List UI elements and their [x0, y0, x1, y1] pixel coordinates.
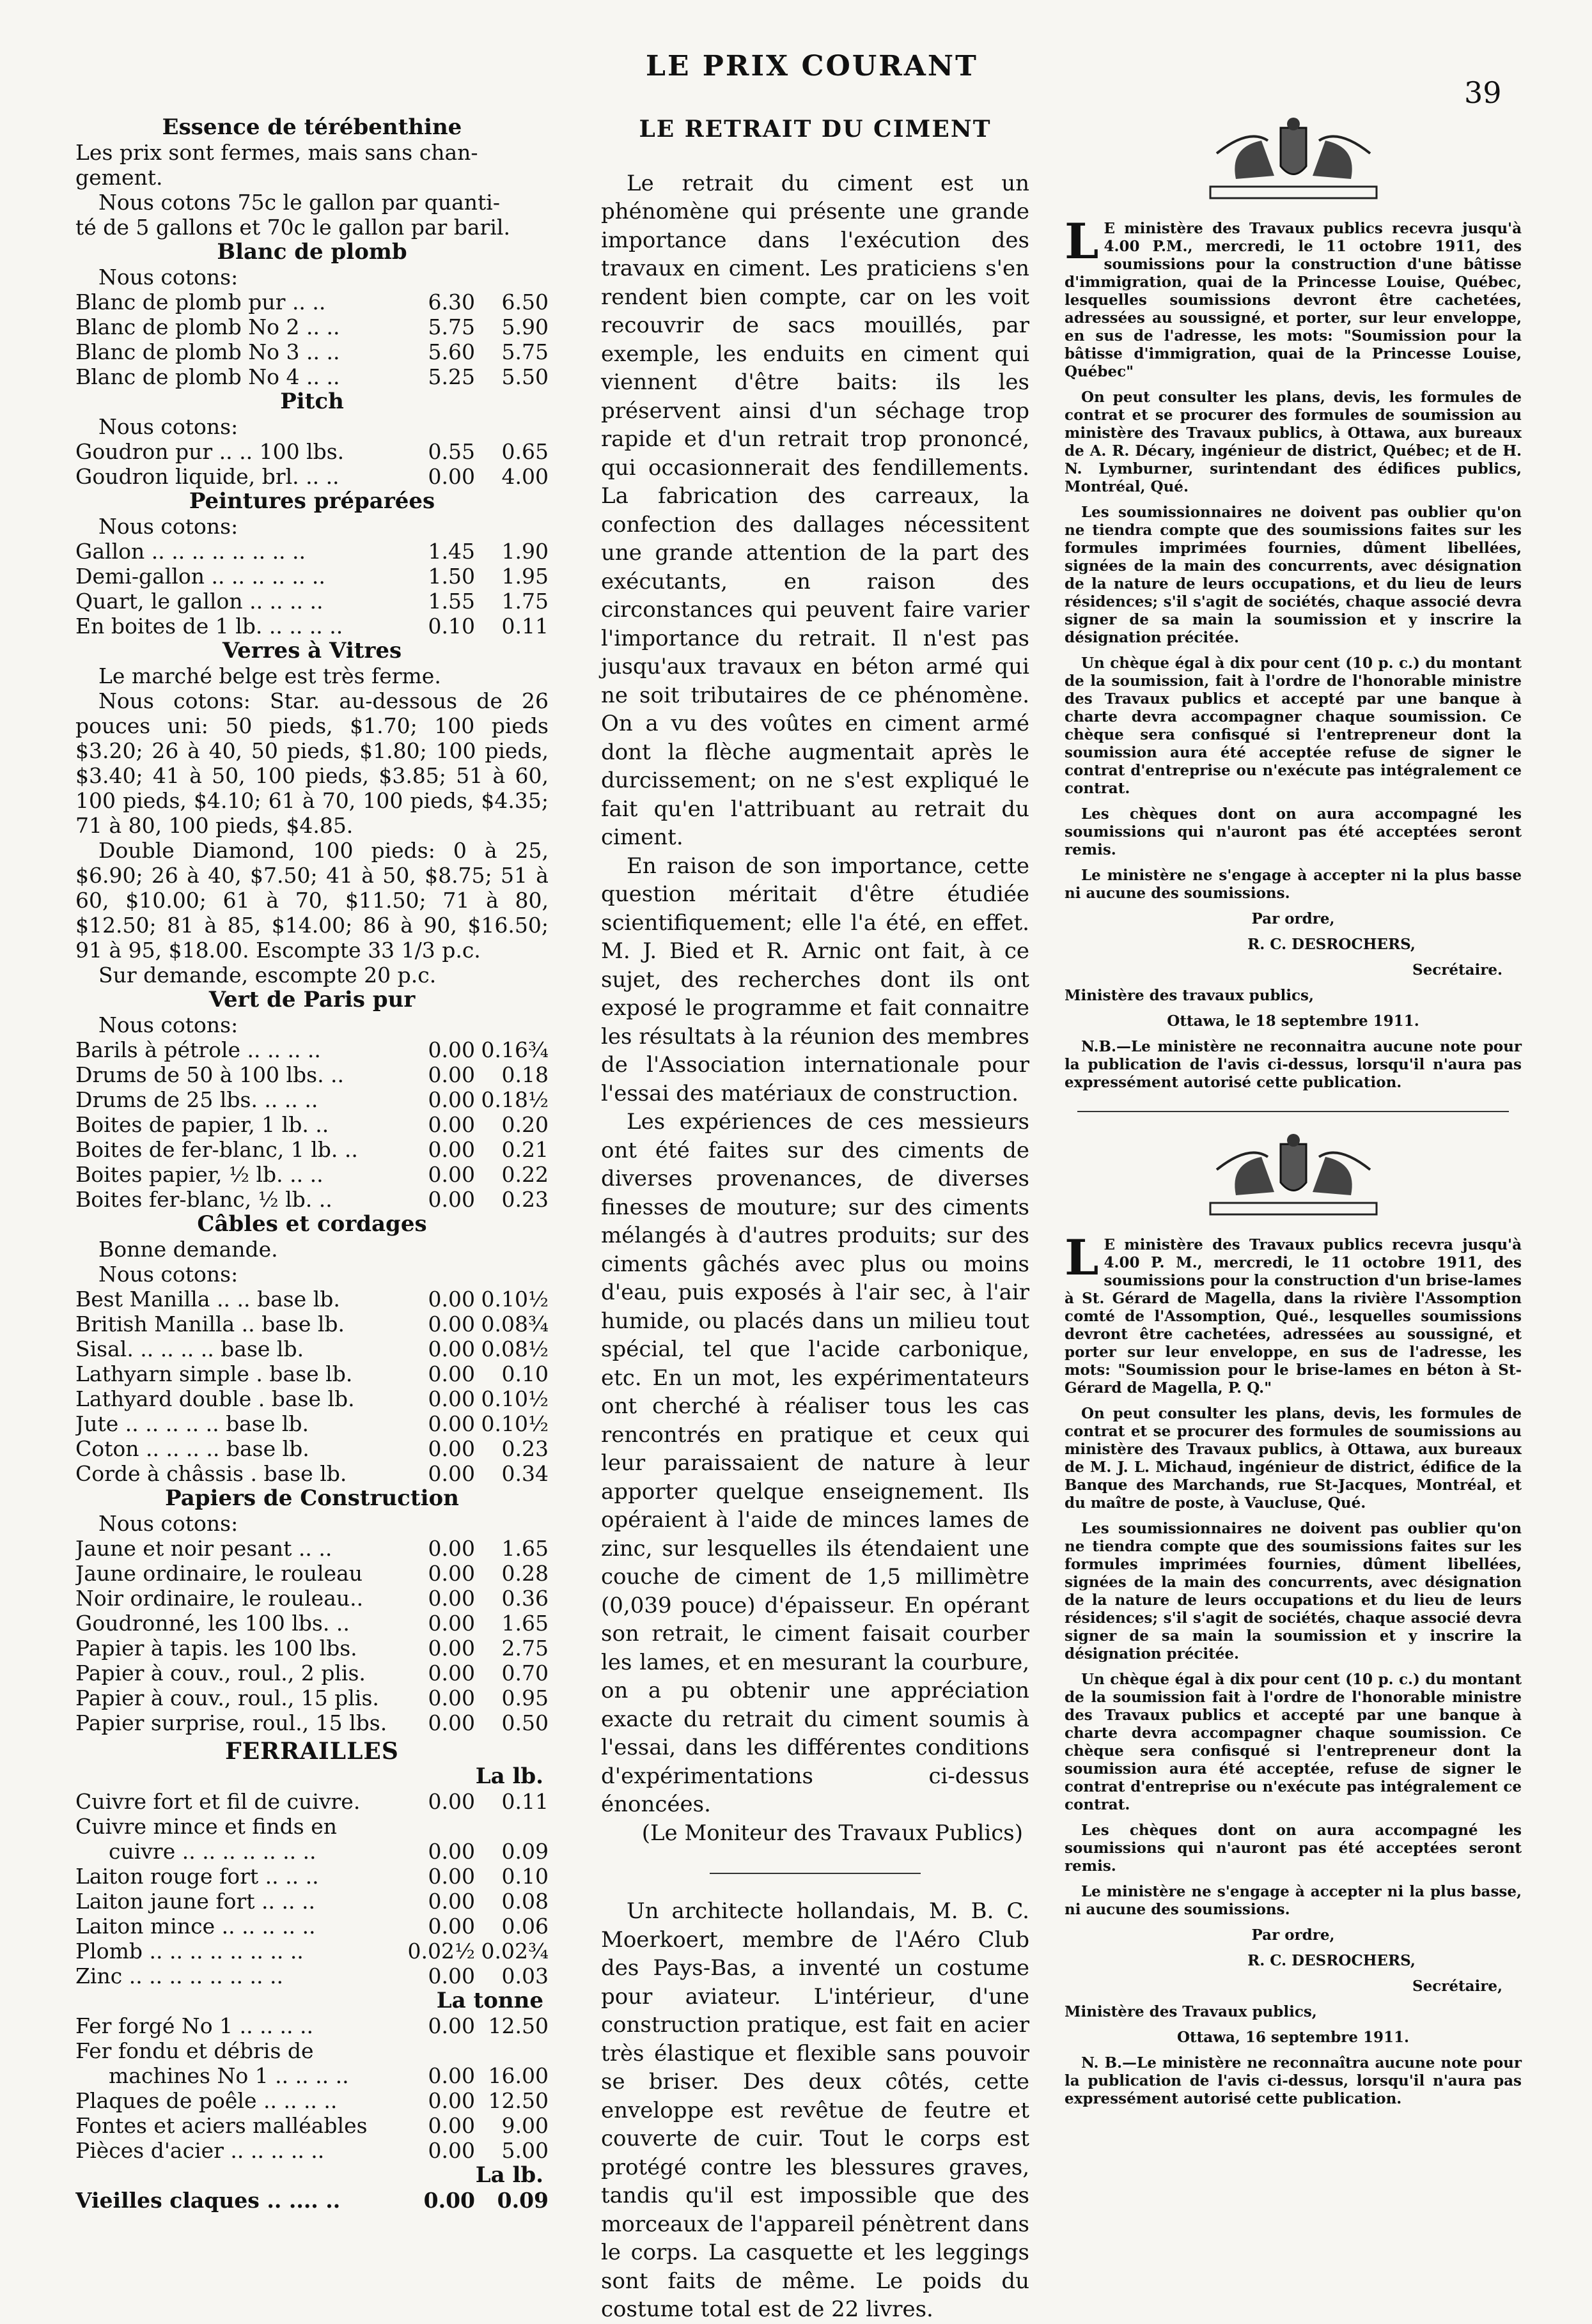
price-min: 0.00	[428, 1411, 475, 1436]
price-max: 2.75	[501, 1636, 549, 1661]
price-row	[75, 1411, 549, 1436]
section-title: Câbles et cordages	[197, 1211, 427, 1237]
price-min: 0.00	[428, 1112, 475, 1137]
item-label: Papier à tapis. les 100 lbs.	[75, 1636, 357, 1661]
price-row	[75, 2188, 549, 2213]
section-blanc-de-plomb	[75, 240, 549, 389]
price-min: 0.00	[428, 1137, 475, 1162]
price-min: 0.00	[428, 2063, 475, 2088]
price-rows	[75, 1037, 549, 1212]
article-paragraph: Les expériences de ces messieurs ont été faites sur des ciments de diverses provenances, de diverses finesses de mouture; sur des ciments mélangés à d'autres produits; sur des ciments gâchés avec plus ou moins d'eau, puis exposés à l'air sec, à l'air humide, ou placés dans un milieu tout spécial, tel que l'acide carbonique, etc. En un mot, les expérimentateurs ont cherché à réaliser tous les cas rencontrés en pratique et ceux qui leur paraissaient de nature à leur apporter quelque enseignement. Ils opéraient à l'aide de minces lames de zinc, sur lesquelles ils étendaient une couche de ciment de 1,5 millimètre (0,039 pouce) d'épaisseur. En opérant son retrait, le ciment faisait courber les lames, et en mesurant la courbure, on a pu obtenir une appréciation exacte du retrait du ciment soumis à l'essai, dans les différentes conditions d'expérimentations ci-dessus énoncées.	[601, 1109, 1029, 1817]
text-line: gement.	[75, 165, 163, 190]
item-label: Best Manilla .. .. base lb.	[75, 1287, 340, 1312]
price-min: 0.00	[428, 1586, 475, 1611]
price-max: 0.08½	[481, 1336, 549, 1361]
price-min: 0.00	[428, 1789, 475, 1814]
price-max: 0.22	[501, 1162, 549, 1187]
section-intro: Nous cotons:	[98, 514, 238, 539]
price-min: 0.00	[428, 2088, 475, 2113]
coat-of-arms-icon	[1191, 115, 1396, 205]
item-label: Coton .. .. .. .. base lb.	[75, 1436, 309, 1461]
item-label: Gallon .. .. .. .. .. .. .. ..	[75, 539, 306, 564]
price-min: 0.00	[428, 1839, 475, 1864]
price-row	[75, 2013, 549, 2038]
price-row	[75, 314, 549, 339]
price-max: 0.18	[501, 1062, 549, 1087]
item-label: Blanc de plomb No 3 .. ..	[75, 339, 340, 364]
section-intro: Nous cotons:	[98, 265, 238, 290]
text-line: Sur demande, escompte 20 p.c.	[98, 963, 437, 988]
price-row	[75, 1062, 549, 1087]
section-intro: Nous cotons:	[98, 1012, 238, 1037]
price-row	[75, 364, 549, 389]
price-max: 0.23	[501, 1187, 549, 1212]
price-min: 0.00	[428, 1087, 475, 1112]
article-column	[601, 115, 1029, 2324]
price-row	[75, 1814, 549, 1839]
price-min: 1.50	[428, 564, 475, 589]
price-row	[75, 2138, 549, 2163]
price-row	[75, 290, 549, 314]
price-row	[75, 1436, 549, 1461]
price-max: 0.21	[501, 1137, 549, 1162]
price-max: 0.02¾	[481, 1939, 549, 1964]
price-max: 0.65	[501, 439, 549, 464]
price-rows	[75, 1287, 549, 1486]
price-min: 0.00	[428, 1361, 475, 1386]
item-label: Papier à couv., roul., 2 plis.	[75, 1661, 366, 1685]
price-max: 0.06	[501, 1914, 549, 1939]
item-label: Laiton mince .. .. .. .. ..	[75, 1914, 316, 1939]
price-row	[75, 564, 549, 589]
section-title: Peintures préparées	[189, 488, 435, 514]
drop-cap: L	[1065, 213, 1099, 270]
notice-order: Par ordre,	[1251, 1926, 1335, 1944]
item-label: Blanc de plomb pur .. ..	[75, 290, 326, 314]
item-label: Lathyard double . base lb.	[75, 1386, 355, 1411]
item-label: Barils à pétrole .. .. .. ..	[75, 1037, 321, 1062]
price-min: 0.00	[428, 1864, 475, 1889]
price-row	[75, 1939, 549, 1964]
price-max: 0.11	[501, 614, 549, 639]
price-max: 0.36	[501, 1586, 549, 1611]
item-label: Laiton rouge fort .. .. ..	[75, 1864, 319, 1889]
tender-notice	[1065, 1131, 1522, 2108]
notice-role: Secrétaire,	[1412, 1978, 1502, 1995]
price-row	[75, 1661, 549, 1685]
item-label: Plomb .. .. .. .. .. .. .. ..	[75, 1939, 304, 1964]
section-terebenthine	[75, 115, 549, 240]
price-row	[75, 1312, 549, 1336]
price-max: 4.00	[501, 464, 549, 489]
price-max: 0.20	[501, 1112, 549, 1137]
item-label: Boites fer-blanc, ½ lb. ..	[75, 1187, 332, 1212]
price-rows	[75, 1536, 549, 1735]
article-paragraph: Un architecte hollandais, M. B. C. Moerkoert, membre de l'Aéro Club des Pays-Bas, a inventé un costume pour aviateur. L'intérieur, d'une construction pratique, est fait en acier très élastique et flexible sans pouvoir se briser. Des deux côtés, cette enveloppe est revêtue de feutre et couverte de cuir. Tout le corps est protégé contre les blessures graves, tandis qu'il est impossible que des morceaux de l'appareil pénètrent dans le corps. La casquette et les leggings sont faits de même. Le poids du costume total est de 22 livres.	[601, 1898, 1029, 2322]
price-max: 0.28	[501, 1561, 549, 1586]
price-min: 0.00	[428, 1312, 475, 1336]
section-intro: Bonne demande.	[98, 1237, 278, 1262]
item-label: Goudron liquide, brl. .. ..	[75, 464, 339, 489]
item-label: Boites papier, ½ lb. .. ..	[75, 1162, 324, 1187]
price-row	[75, 2088, 549, 2113]
article-paragraph: Le retrait du ciment est un phénomène qui présente une grande importance dans l'exécution des travaux en ciment. Les praticiens s'en rendent bien compte, car on les voit recouvrir de sacs mouillés, par exemple, les enduits en ciment qui viennent d'être baits: ils les préservent ainsi d'un séchage trop rapide et d'un retrait trop prononcé, qui occasionnerait des fendillements. La fabrication des carreaux, la confection des dallages nécessitent une grande attention de la part des exécutants, en raison des circonstances qui peuvent faire varier l'importance du retrait. Il n'est pas jusqu'aux travaux en béton armé qui ne soit tributaires de ce phénomène. On a vu des voûtes en ciment armé dont la flèche augmentait après le durcissement; on ne s'est expliqué le fait qu'en l'attribuant au retrait du ciment.	[601, 170, 1029, 850]
price-min: 0.00	[428, 2113, 475, 2138]
price-max: 12.50	[488, 2088, 549, 2113]
price-row	[75, 1685, 549, 1710]
price-row	[75, 1087, 549, 1112]
notice-role: Secrétaire.	[1412, 961, 1502, 979]
price-row	[75, 1386, 549, 1411]
section-peintures	[75, 489, 549, 639]
price-max: 0.10½	[481, 1411, 549, 1436]
section-title: Papiers de Construction	[165, 1485, 459, 1511]
price-max: 0.11	[501, 1789, 549, 1814]
item-label: Jute .. .. .. .. .. base lb.	[75, 1411, 309, 1436]
notice-paragraph: Les chèques dont on aura accompagné les soumissions qui n'auront pas été acceptées seront remis.	[1065, 805, 1522, 858]
notice-signer: R. C. DESROCHERS,	[1247, 1952, 1416, 1969]
price-row	[75, 1037, 549, 1062]
price-max: 0.08	[501, 1889, 549, 1914]
price-row	[75, 339, 549, 364]
item-label: Jaune ordinaire, le rouleau	[75, 1561, 363, 1586]
price-row	[75, 589, 549, 614]
item-label: Goudron pur .. .. 100 lbs.	[75, 439, 345, 464]
item-label: Sisal. .. .. .. .. base lb.	[75, 1336, 304, 1361]
price-rows	[75, 439, 549, 489]
notice-paragraph: E ministère des Travaux publics recevra jusqu'à 4.00 P. M., mercredi, le 11 octobre 1911, des soumissions pour la construction d'un brise-lames à St. Gérard de Magella, dans la rivière l'Assomption comté de l'Assomption, Qué., lesquelles soumissions devront être cachetées, adressées au soussigné, et porter sur leur enveloppe, en sus de l'adresse, les mots: "Soumission pour le brise-lames en béton à St-Gérard de Magella, P. Q."	[1065, 1236, 1522, 1397]
price-row	[75, 1162, 549, 1187]
price-row	[75, 1461, 549, 1486]
article-paragraph: En raison de son importance, cette question méritait d'être étudiée scientifiquement; elle l'a été, en effet. M. J. Bied et R. Arnic ont fait, à ce sujet, des recherches dont ils ont exposé le programme et fait connaitre les résultats à la réunion des membres de l'Association internationale pour l'essai des matériaux de construction.	[601, 853, 1029, 1106]
price-row	[75, 1287, 549, 1312]
price-min: 0.00	[428, 1685, 475, 1710]
price-min: 0.00	[428, 2138, 475, 2163]
text-paragraph: Double Diamond, 100 pieds: 0 à 25, $6.90; 26 à 40, $7.50; 41 à 50, $8.75; 51 à 60, $10.00; 61 à 70, $11.50; 71 à 80, $12.50; 81 à 85, $14.00; 86 à 90, $16.50; 91 à 95, $18.00. Escompte 33 1/3 p.c.	[75, 838, 549, 963]
price-max: 1.75	[501, 589, 549, 614]
item-label: Jaune et noir pesant .. ..	[75, 1536, 332, 1561]
notice-paragraph: Un chèque égal à dix pour cent (10 p. c.) du montant de la soumission, fait à l'ordre de l'honorable ministre des Travaux publics et accepté par une banque à charte devra accompagner chaque soumission. Ce chèque sera confisqué si l'entrepreneur dont la soumission aura été acceptée refuse de signer le contrat d'entreprise ou n'exécute pas intégralement ce contrat.	[1065, 655, 1522, 797]
price-max: 16.00	[488, 2063, 549, 2088]
item-label: machines No 1 .. .. .. ..	[109, 2063, 349, 2088]
notice-paragraph: On peut consulter les plans, devis, les formules de contrat et se procurer des formules de soumissions au ministère des Travaux publics, à Ottawa, aux bureaux de M. J. L. Michaud, ingénieur de district, édifice de la Banque des Marchands, rue St-Jacques, Montréal, et du maître de poste, à Vaucluse, Qué.	[1065, 1405, 1522, 1512]
section-intro: Nous cotons:	[98, 1511, 238, 1536]
section-title: Pitch	[280, 389, 344, 414]
price-max: 5.00	[501, 2138, 549, 2163]
notice-paragraph: Les soumissionnaires ne doivent pas oublier qu'on ne tiendra compte que des soumissions faites sur les formules imprimées fournies, dûment libellées, signées de la main des concurrents, avec désignation de la nature de leurs occupations, et du lieu de leurs résidences; s'il s'agit de sociétés, chaque associé devra signer de sa main la soumission et y inscrire la désignation précitée.	[1065, 504, 1522, 646]
price-min: 1.45	[428, 539, 475, 564]
price-min: 1.55	[428, 589, 475, 614]
item-label: Zinc .. .. .. .. .. .. .. ..	[75, 1964, 283, 1988]
item-label: Noir ordinaire, le rouleau..	[75, 1586, 364, 1611]
text-line: Nous cotons 75c le gallon par quanti-	[98, 190, 500, 215]
item-label: Laiton jaune fort .. .. ..	[75, 1889, 315, 1914]
unit-label: La tonne	[436, 1988, 543, 2013]
notice-paragraph: E ministère des Travaux publics recevra jusqu'à 4.00 P.M., mercredi, le 11 octobre 1911, des soumissions pour la construction d'une bâtisse d'immigration, quai de la Princesse Louise, Québec, lesquelles soumissions devront être cachetées, adressées au soussigné, et porter, sur leur enveloppe, en sus de l'adresse, les mots: "Soumission pour la bâtisse d'immigration, quai de la Princesse Louise, Québec"	[1065, 220, 1522, 380]
price-max: 0.08¾	[481, 1312, 549, 1336]
price-max: 0.10½	[481, 1386, 549, 1411]
text-line: Le marché belge est très ferme.	[98, 663, 441, 688]
text-line: Les prix sont fermes, mais sans chan-	[75, 140, 478, 165]
journal-title: LE PRIX COURANT	[646, 50, 978, 82]
item-label: Goudronné, les 100 lbs. ..	[75, 1611, 350, 1636]
price-max: 0.03	[501, 1964, 549, 1988]
price-max: 0.09	[501, 1839, 549, 1864]
item-label: Fontes et aciers malléables	[75, 2113, 368, 2138]
item-label: Boites de papier, 1 lb. ..	[75, 1112, 329, 1137]
price-max: 9.00	[501, 2113, 549, 2138]
price-min: 0.00	[428, 1336, 475, 1361]
item-label: Fer forgé No 1 .. .. .. ..	[75, 2013, 313, 2038]
page-header	[0, 50, 1592, 110]
price-row	[75, 1561, 549, 1586]
price-max: 12.50	[488, 2013, 549, 2038]
price-row	[75, 1964, 549, 1988]
unit-label: La lb.	[475, 2162, 543, 2188]
price-row	[75, 2063, 549, 2088]
item-label: Cuivre mince et finds en	[75, 1814, 337, 1839]
section-pitch	[75, 389, 549, 489]
price-max: 0.95	[501, 1685, 549, 1710]
price-row	[75, 1112, 549, 1137]
price-min: 0.00	[428, 1636, 475, 1661]
price-row	[75, 1864, 549, 1889]
price-row	[75, 1789, 549, 1814]
price-max: 0.18½	[481, 1087, 549, 1112]
price-rows	[75, 1789, 549, 1988]
item-label: Pièces d'acier .. .. .. .. ..	[75, 2138, 325, 2163]
notice-paragraph: Les soumissionnaires ne doivent pas oublier qu'on ne tiendra compte que des soumissions faites sur les formules imprimées fournies, dûment libellées, signées de la main des concurrents, avec désignation de la nature de leurs occupations et du lieu de leurs résidences; s'il s'agit de sociétés, chaque associé devra signer de sa main la soumission et y inscrire la désignation précitée.	[1065, 1520, 1522, 1662]
notice-nb: N. B.—Le ministère ne reconnaîtra aucune note pour la publication de l'avis ci-dessus, lorsqu'il n'aura pas expressément autorisé cette publication.	[1065, 2054, 1522, 2107]
item-label: Blanc de plomb No 4 .. ..	[75, 364, 340, 389]
price-min: 0.00	[428, 1187, 475, 1212]
price-row	[75, 1536, 549, 1561]
price-max: 1.65	[501, 1611, 549, 1636]
notice-date: Ottawa, 16 septembre 1911.	[1176, 2029, 1410, 2046]
item-label: Papier à couv., roul., 15 plis.	[75, 1685, 379, 1710]
price-list-column	[75, 115, 549, 2213]
price-row	[75, 1361, 549, 1386]
text-line: té de 5 gallons et 70c le gallon par baril.	[75, 215, 510, 240]
price-min: 0.00	[428, 1037, 475, 1062]
price-max: 5.75	[501, 339, 549, 364]
item-label: Boites de fer-blanc, 1 lb. ..	[75, 1137, 358, 1162]
notice-order: Par ordre,	[1251, 910, 1335, 927]
price-row	[75, 1187, 549, 1212]
price-max: 0.70	[501, 1661, 549, 1685]
price-min: 0.00	[423, 2188, 475, 2213]
price-max: 6.50	[501, 290, 549, 314]
price-row	[75, 2038, 549, 2063]
price-min: 0.00	[428, 1914, 475, 1939]
section-title: Blanc de plomb	[217, 239, 407, 265]
price-max: 0.10	[501, 1361, 549, 1386]
price-max: 0.50	[501, 1710, 549, 1735]
unit-label: La lb.	[475, 1763, 543, 1789]
article-separator	[710, 1873, 921, 1874]
price-row	[75, 1336, 549, 1361]
price-rows	[75, 539, 549, 639]
price-rows	[75, 2013, 549, 2163]
section-vert-de-paris	[75, 988, 549, 1212]
price-max: 0.23	[501, 1436, 549, 1461]
price-max: 0.34	[501, 1461, 549, 1486]
price-row	[75, 1586, 549, 1611]
section-intro: Nous cotons:	[98, 414, 238, 439]
item-label: En boites de 1 lb. .. .. .. ..	[75, 614, 343, 639]
article-credit: (Le Moniteur des Travaux Publics)	[641, 1820, 1023, 1846]
price-max: 0.16¾	[481, 1037, 549, 1062]
notice-paragraph: Le ministère ne s'engage à accepter ni la plus basse ni aucune des soumissions.	[1065, 867, 1522, 902]
text-paragraph: Nous cotons: Star. au-dessous de 26 pouces uni: 50 pieds, $1.70; 100 pieds $3.20; 26 à 40, 50 pieds, $1.80; 100 pieds, $3.40; 41 à 50, 100 pieds, $3.85; 51 à 60, 100 pieds, $4.10; 61 à 70, 100 pieds, $4.35; 71 à 80, 100 pieds, $4.85.	[75, 688, 549, 838]
notice-paragraph: Le ministère ne s'engage à accepter ni la plus basse, ni aucune des soumissions.	[1065, 1883, 1522, 1918]
item-label: Demi-gallon .. .. .. .. .. ..	[75, 564, 325, 589]
drop-cap: L	[1065, 1229, 1099, 1286]
section-title: Vert de Paris pur	[208, 987, 416, 1012]
price-min: 5.25	[428, 364, 475, 389]
price-row	[75, 464, 549, 489]
price-min: 0.10	[428, 614, 475, 639]
notice-paragraph: Les chèques dont on aura accompagné les soumissions qui n'auront pas été acceptées seront remis.	[1065, 1822, 1522, 1875]
tender-notice	[1065, 115, 1522, 1092]
price-rows	[75, 290, 549, 389]
page-number: 39	[1464, 75, 1502, 110]
price-max: 0.10½	[481, 1287, 549, 1312]
price-max: 5.50	[501, 364, 549, 389]
notice-nb: N.B.—Le ministère ne reconnaitra aucune note pour la publication de l'avis ci-dessus, lorsqu'il n'aura pas expressément autorisé cette publication.	[1065, 1038, 1522, 1091]
price-min: 0.00	[428, 1062, 475, 1087]
item-label: Papier surprise, roul., 15 lbs.	[75, 1710, 387, 1735]
price-min: 0.00	[428, 1889, 475, 1914]
coat-of-arms-icon	[1191, 1131, 1396, 1221]
section-papiers	[75, 1486, 549, 1735]
price-min: 0.55	[428, 439, 475, 464]
price-row	[75, 2113, 549, 2138]
price-max: 0.09	[497, 2188, 549, 2213]
price-min: 0.00	[428, 1710, 475, 1735]
notice-date: Ottawa, le 18 septembre 1911.	[1167, 1012, 1419, 1030]
price-row	[75, 1636, 549, 1661]
price-min: 6.30	[428, 290, 475, 314]
price-min: 0.00	[428, 1461, 475, 1486]
section-intro: Nous cotons:	[98, 1262, 238, 1287]
price-max: 1.90	[501, 539, 549, 564]
notice-ministry: Ministère des travaux publics,	[1065, 987, 1314, 1004]
section-title: Verres à Vitres	[222, 638, 402, 663]
notice-separator	[1077, 1111, 1509, 1112]
price-max: 0.10	[501, 1864, 549, 1889]
item-label: Plaques de poêle .. .. .. ..	[75, 2088, 338, 2113]
section-cables	[75, 1212, 549, 1486]
item-label: cuivre .. .. .. .. .. .. ..	[109, 1839, 316, 1864]
price-min: 0.00	[428, 2013, 475, 2038]
price-min: 0.00	[428, 1287, 475, 1312]
item-label: Drums de 25 lbs. .. .. ..	[75, 1087, 318, 1112]
price-rows	[75, 2188, 549, 2213]
item-label: Fer fondu et débris de	[75, 2038, 314, 2063]
item-label: Cuivre fort et fil de cuivre.	[75, 1789, 361, 1814]
item-label: Quart, le gallon .. .. .. ..	[75, 589, 324, 614]
price-min: 0.00	[428, 1436, 475, 1461]
item-label: Drums de 50 à 100 lbs. ..	[75, 1062, 345, 1087]
price-row	[75, 1839, 549, 1864]
notices-column	[1065, 115, 1522, 2116]
price-min: 0.00	[428, 1561, 475, 1586]
notice-ministry: Ministère des Travaux publics,	[1065, 2003, 1317, 2020]
price-max: 1.95	[501, 564, 549, 589]
price-min: 0.00	[428, 1162, 475, 1187]
section-verres	[75, 639, 549, 988]
price-max: 1.65	[501, 1536, 549, 1561]
price-row	[75, 1710, 549, 1735]
section-title: FERRAILLES	[225, 1738, 399, 1765]
item-label: Corde à châssis . base lb.	[75, 1461, 347, 1486]
price-min: 5.75	[428, 314, 475, 339]
price-min: 0.00	[428, 1536, 475, 1561]
item-label: Vieilles claques .. .... ..	[75, 2188, 341, 2213]
price-min: 0.02½	[407, 1939, 475, 1964]
price-min: 0.00	[428, 1386, 475, 1411]
article-title: LE RETRAIT DU CIMENT	[639, 116, 992, 143]
price-row	[75, 439, 549, 464]
price-min: 0.00	[428, 464, 475, 489]
price-row	[75, 1611, 549, 1636]
notice-signer: R. C. DESROCHERS,	[1247, 936, 1416, 953]
section-title: Essence de térébenthine	[162, 114, 462, 140]
section-ferrailles	[75, 1739, 549, 2213]
price-row	[75, 1914, 549, 1939]
price-row	[75, 539, 549, 564]
price-min: 0.00	[428, 1611, 475, 1636]
item-label: Lathyarn simple . base lb.	[75, 1361, 353, 1386]
item-label: Blanc de plomb No 2 .. ..	[75, 314, 340, 339]
price-min: 5.60	[428, 339, 475, 364]
price-max: 5.90	[501, 314, 549, 339]
notice-paragraph: Un chèque égal à dix pour cent (10 p. c.) du montant de la soumission fait à l'ordre de l'honorable ministre des Travaux publics et accepté par une banque à charte devra accompagner chaque soumission. Ce chèque sera confisqué si l'entrepreneur dont la soumission aura été acceptée, refuse de signer le contrat d'entreprise ou n'exécute pas intégralement ce contrat.	[1065, 1671, 1522, 1813]
item-label: British Manilla .. base lb.	[75, 1312, 345, 1336]
price-row	[75, 1889, 549, 1914]
price-min: 0.00	[428, 1964, 475, 1988]
price-row	[75, 1137, 549, 1162]
price-row	[75, 614, 549, 639]
notice-paragraph: On peut consulter les plans, devis, les formules de contrat et se procurer des formules de soumission au ministère des Travaux publics, à Ottawa, aux bureaux de A. R. Décary, ingénieur de district, Québec; et de H. N. Lymburner, surintendant des édifices publics, Montréal, Qué.	[1065, 389, 1522, 495]
price-min: 0.00	[428, 1661, 475, 1685]
